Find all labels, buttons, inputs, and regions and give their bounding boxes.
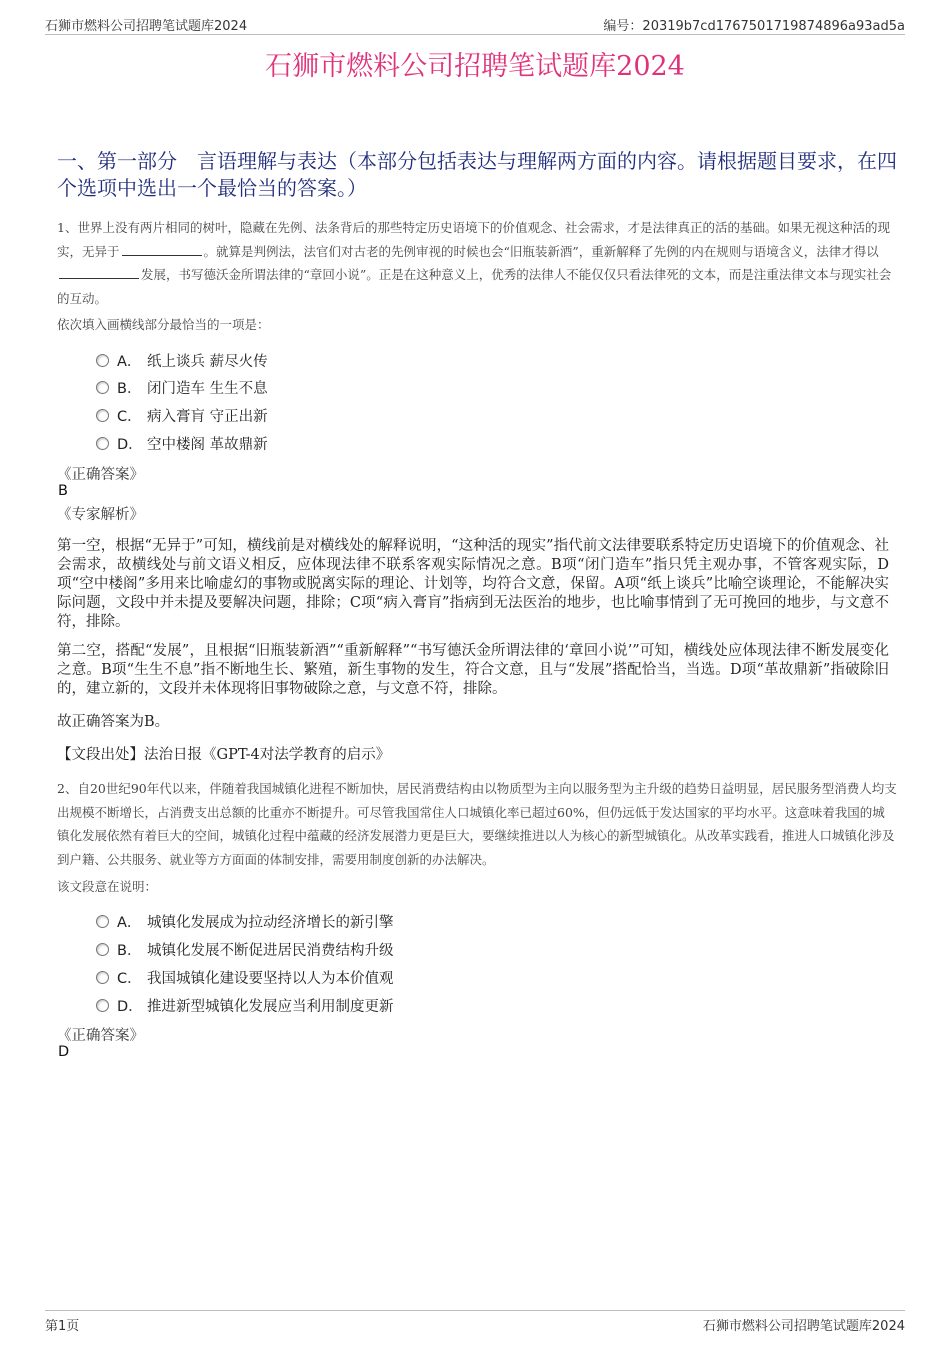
question-1-analysis-paragraph-1: 第一空，根据“无异于”可知，横线前是对横线处的解释说明，“这种活的现实”指代前文法律要联系特定历史语境下的价值观念、社会需求，故横线处与前文语义相反，应体现法律不联系客观实际情况之意。B项“闭门造车”指只凭主观办事，不管客观实际，D项“空中楼阁”多用来比喻虚幻的事物或脱离实际的理论、计划等，均符合文意，保留。A项“纸上谈兵”比喻空谈理论，不能解决实际问题，文段中并未提及要解决问题，排除；C项“病入膏肓”指病到无法医治的地步，也比喻事情到了无可挽回的地步，与文意不符，排除。 — [57, 538, 889, 630]
option-text: 纸上谈兵 薪尽火传 — [147, 354, 268, 370]
page-footer — [45, 1310, 905, 1335]
question-1-source: 【文段出处】法治日报《GPT-4对法学教育的启示》 — [57, 747, 391, 763]
question-1-analysis-paragraph-2: 第二空，搭配“发展”，且根据“旧瓶装新酒”“重新解释”“书写德沃金所谓法律的‘章回小说’”可知，横线处应体现法律不断发展变化之意。B项“生生不息”指不断地生长、繁殖，新生事物的发生，符合文意，且与“发展”搭配恰当，当选。D项“革故鼎新”指破除旧的，建立新的，文段并未体现将旧事物破除之意，与文意不符，排除。 — [57, 643, 889, 697]
question-1-analysis-label: 《专家解析》 — [57, 507, 144, 523]
option-text: 城镇化发展不断促进居民消费结构升级 — [147, 943, 394, 959]
option-letter: C． — [117, 971, 142, 987]
question-1-answer: B — [58, 483, 68, 499]
radio-button[interactable] — [96, 354, 109, 367]
question-1-answer-label: 《正确答案》 — [57, 467, 144, 483]
question-1-text-part-a: 1、世界上没有两片相同的树叶，隐藏在先例、法条背后的那些特定历史语境下的价值观念、社会需求，才是法律真正的活的基础。如果无视这种活的现实，无异于 — [57, 220, 890, 259]
radio-button[interactable] — [96, 437, 109, 450]
option-letter: B． — [117, 381, 142, 397]
question-2-answer: D — [58, 1044, 70, 1060]
option-text: 病入膏肓 守正出新 — [147, 409, 268, 425]
section-heading: 一、第一部分 言语理解与表达（本部分包括表达与理解两方面的内容。请根据题目要求，在四个选项中选出一个最恰当的答案。） — [57, 149, 897, 200]
option-letter: A． — [117, 915, 142, 931]
option-letter: D． — [117, 437, 143, 453]
option-text: 推进新型城镇化发展应当利用制度更新 — [147, 999, 394, 1015]
option-text: 我国城镇化建设要坚持以人为本价值观 — [147, 971, 394, 987]
question-1-text-part-c: 发展，书写德沃金所谓法律的“章回小说”。正是在这种意义上，优秀的法律人不能仅仅只看法律死的文本，而是注重法律文本与现实社会的互动。 — [57, 267, 892, 306]
page-header — [45, 14, 905, 35]
page-title: 石狮市燃料公司招聘笔试题库2024 — [265, 51, 685, 82]
option-letter: D． — [117, 999, 143, 1015]
radio-button[interactable] — [96, 971, 109, 984]
footer-page-number: 第1页 — [45, 1319, 80, 1334]
fill-blank-2 — [59, 266, 139, 279]
option-letter: B． — [117, 943, 142, 959]
header-doc-id: 编号：20319b7cd1767501719874896a93ad5a — [603, 19, 905, 34]
question-1-text — [57, 216, 897, 310]
radio-button[interactable] — [96, 999, 109, 1012]
option-letter: A． — [117, 354, 142, 370]
radio-button[interactable] — [96, 915, 109, 928]
question-1-conclusion: 故正确答案为B。 — [57, 714, 170, 730]
radio-button[interactable] — [96, 409, 109, 422]
radio-button[interactable] — [96, 943, 109, 956]
question-2-prompt: 该文段意在说明： — [57, 879, 158, 894]
radio-button[interactable] — [96, 381, 109, 394]
option-text: 空中楼阁 革故鼎新 — [147, 437, 268, 453]
question-2-text: 2、自20世纪90年代以来，伴随着我国城镇化进程不断加快，居民消费结构由以物质型为主向以服务型为主升级的趋势日益明显，居民服务型消费人均支出规模不断增长，占消费支出总额的比重亦不断提升。可尽管我国常住人口城镇化率已超过60%，但仍远低于发达国家的平均水平。这意味着我国的城镇化发展依然有着巨大的空间，城镇化过程中蕴藏的经济发展潜力更是巨大，要继续推进以人为核心的新型城镇化。从改革实践看，推进人口城镇化涉及到户籍、公共服务、就业等方方面面的体制安排，需要用制度创新的办法解决。 — [57, 781, 897, 867]
fill-blank-1 — [122, 243, 202, 256]
question-1-text-part-b: 。就算是判例法，法官们对古老的先例审视的时候也会“旧瓶装新酒”，重新解释了先例的内在规则与语境含义，法律才得以 — [203, 243, 879, 259]
header-doc-title: 石狮市燃料公司招聘笔试题库2024 — [45, 19, 248, 34]
option-letter: C． — [117, 409, 142, 425]
question-2-answer-label: 《正确答案》 — [57, 1028, 144, 1044]
option-text: 闭门造车 生生不息 — [147, 381, 268, 397]
question-1-prompt: 依次填入画横线部分最恰当的一项是： — [57, 317, 270, 332]
footer-doc-title: 石狮市燃料公司招聘笔试题库2024 — [702, 1319, 905, 1334]
option-text: 城镇化发展成为拉动经济增长的新引擎 — [147, 915, 394, 931]
